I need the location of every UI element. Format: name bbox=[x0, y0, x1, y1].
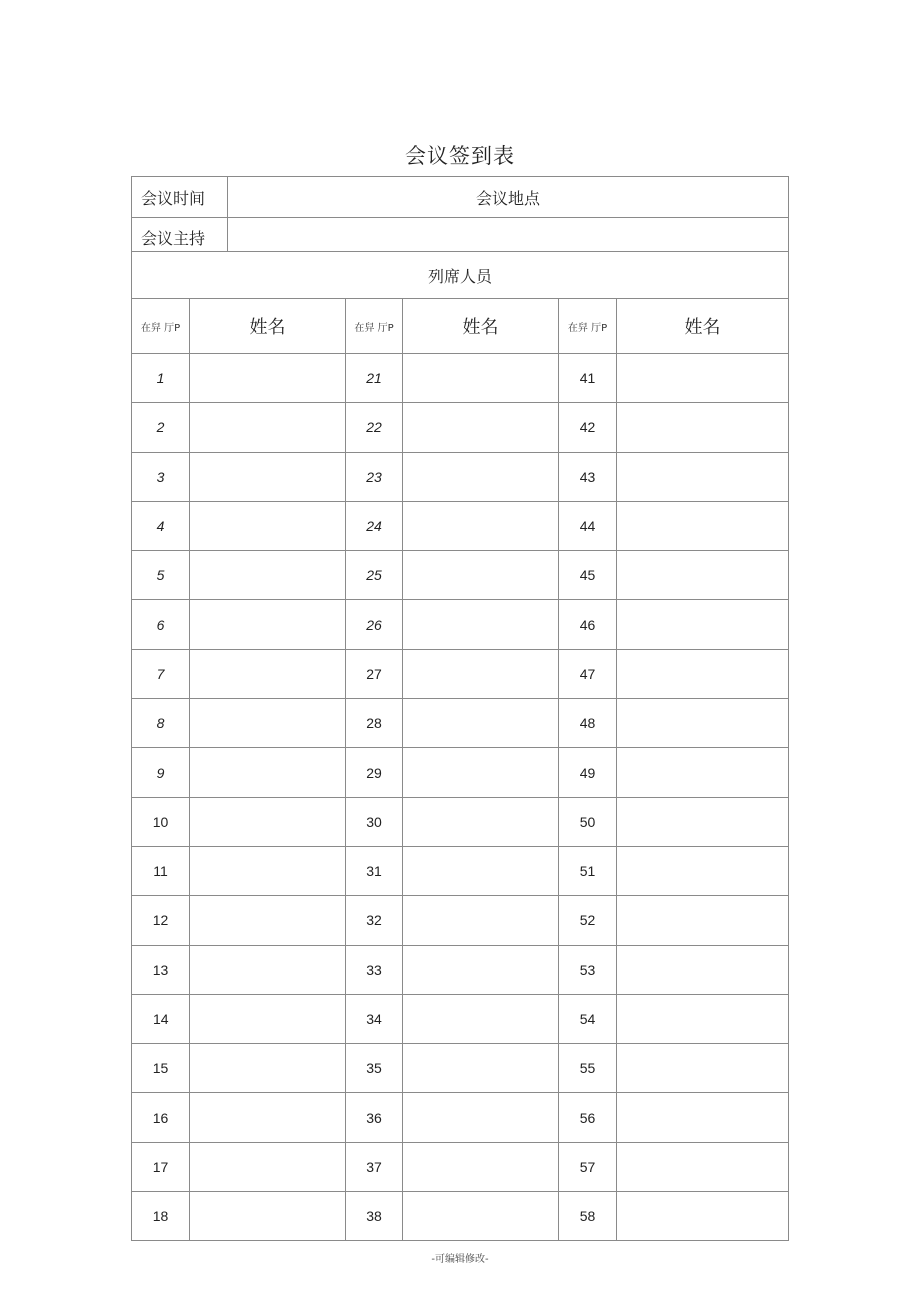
meeting-time-row bbox=[132, 177, 789, 218]
seq-number: 15 bbox=[132, 1044, 190, 1093]
table-row bbox=[132, 896, 789, 945]
name-field[interactable] bbox=[190, 846, 346, 895]
name-field[interactable] bbox=[190, 1142, 346, 1191]
table-row bbox=[132, 994, 789, 1043]
seq-number: 48 bbox=[559, 699, 617, 748]
name-field[interactable] bbox=[190, 1093, 346, 1142]
name-field[interactable] bbox=[617, 945, 789, 994]
seq-number: 18 bbox=[132, 1192, 190, 1241]
name-field[interactable] bbox=[403, 452, 559, 501]
seq-number: 9 bbox=[132, 748, 190, 797]
seq-number: 56 bbox=[559, 1093, 617, 1142]
seq-number: 54 bbox=[559, 994, 617, 1043]
seq-number: 25 bbox=[346, 551, 403, 600]
seq-number: 29 bbox=[346, 748, 403, 797]
seq-number: 6 bbox=[132, 600, 190, 649]
name-header: 姓名 bbox=[617, 299, 789, 354]
name-field[interactable] bbox=[190, 699, 346, 748]
name-field[interactable] bbox=[617, 846, 789, 895]
name-field[interactable] bbox=[190, 1044, 346, 1093]
name-field[interactable] bbox=[403, 896, 559, 945]
seq-number: 46 bbox=[559, 600, 617, 649]
name-field[interactable] bbox=[190, 501, 346, 550]
seq-header: 在舁 厅P bbox=[346, 299, 403, 354]
seq-number: 23 bbox=[346, 452, 403, 501]
seq-number: 12 bbox=[132, 896, 190, 945]
name-field[interactable] bbox=[403, 797, 559, 846]
name-field[interactable] bbox=[617, 1192, 789, 1241]
seq-number: 50 bbox=[559, 797, 617, 846]
meeting-host-field[interactable] bbox=[228, 218, 789, 252]
seq-number: 1 bbox=[132, 354, 190, 403]
footer-note: -可编辑修改- bbox=[431, 1254, 489, 1265]
seq-number: 35 bbox=[346, 1044, 403, 1093]
seq-number: 2 bbox=[132, 403, 190, 452]
seq-number: 58 bbox=[559, 1192, 617, 1241]
name-field[interactable] bbox=[403, 1142, 559, 1191]
meeting-host-label: 会议主持 bbox=[132, 218, 228, 252]
table-row bbox=[132, 945, 789, 994]
table-row bbox=[132, 797, 789, 846]
seq-number: 11 bbox=[132, 846, 190, 895]
name-field[interactable] bbox=[190, 403, 346, 452]
name-field[interactable] bbox=[403, 403, 559, 452]
table-row bbox=[132, 600, 789, 649]
table-row bbox=[132, 551, 789, 600]
name-field[interactable] bbox=[190, 748, 346, 797]
name-field[interactable] bbox=[617, 600, 789, 649]
name-field[interactable] bbox=[190, 994, 346, 1043]
seq-number: 32 bbox=[346, 896, 403, 945]
name-field[interactable] bbox=[403, 501, 559, 550]
seq-number: 51 bbox=[559, 846, 617, 895]
seq-number: 42 bbox=[559, 403, 617, 452]
name-field[interactable] bbox=[190, 896, 346, 945]
table-row bbox=[132, 501, 789, 550]
seq-number: 34 bbox=[346, 994, 403, 1043]
seq-number: 53 bbox=[559, 945, 617, 994]
seq-number: 22 bbox=[346, 403, 403, 452]
seq-number: 45 bbox=[559, 551, 617, 600]
name-field[interactable] bbox=[190, 354, 346, 403]
attendees-row bbox=[132, 252, 789, 299]
seq-number: 55 bbox=[559, 1044, 617, 1093]
column-header-row bbox=[132, 299, 789, 354]
seq-number: 43 bbox=[559, 452, 617, 501]
table-row bbox=[132, 1044, 789, 1093]
name-field[interactable] bbox=[403, 1093, 559, 1142]
name-field[interactable] bbox=[403, 1044, 559, 1093]
seq-header: 在舁 厅P bbox=[559, 299, 617, 354]
table-row bbox=[132, 452, 789, 501]
seq-number: 27 bbox=[346, 649, 403, 698]
seq-number: 16 bbox=[132, 1093, 190, 1142]
table-row bbox=[132, 1093, 789, 1142]
table-row bbox=[132, 846, 789, 895]
table-row bbox=[132, 403, 789, 452]
seq-number: 44 bbox=[559, 501, 617, 550]
seq-number: 21 bbox=[346, 354, 403, 403]
name-field[interactable] bbox=[190, 797, 346, 846]
seq-number: 3 bbox=[132, 452, 190, 501]
seq-number: 49 bbox=[559, 748, 617, 797]
table-row bbox=[132, 699, 789, 748]
name-field[interactable] bbox=[617, 1093, 789, 1142]
seq-number: 14 bbox=[132, 994, 190, 1043]
name-field[interactable] bbox=[617, 403, 789, 452]
seq-number: 10 bbox=[132, 797, 190, 846]
seq-number: 47 bbox=[559, 649, 617, 698]
name-field[interactable] bbox=[617, 994, 789, 1043]
attendees-label: 列席人员 bbox=[132, 252, 789, 299]
seq-number: 30 bbox=[346, 797, 403, 846]
name-field[interactable] bbox=[617, 699, 789, 748]
seq-number: 37 bbox=[346, 1142, 403, 1191]
name-field[interactable] bbox=[403, 699, 559, 748]
name-field[interactable] bbox=[617, 354, 789, 403]
seq-number: 5 bbox=[132, 551, 190, 600]
name-field[interactable] bbox=[403, 1192, 559, 1241]
name-field[interactable] bbox=[403, 354, 559, 403]
name-field[interactable] bbox=[403, 846, 559, 895]
seq-number: 24 bbox=[346, 501, 403, 550]
name-field[interactable] bbox=[403, 748, 559, 797]
name-field[interactable] bbox=[617, 1142, 789, 1191]
name-field[interactable] bbox=[617, 452, 789, 501]
name-field[interactable] bbox=[617, 896, 789, 945]
name-field[interactable] bbox=[617, 551, 789, 600]
name-field[interactable] bbox=[190, 1192, 346, 1241]
name-field[interactable] bbox=[190, 551, 346, 600]
seq-number: 36 bbox=[346, 1093, 403, 1142]
seq-number: 13 bbox=[132, 945, 190, 994]
seq-number: 7 bbox=[132, 649, 190, 698]
name-field[interactable] bbox=[190, 945, 346, 994]
meeting-host-row bbox=[132, 218, 789, 252]
name-field[interactable] bbox=[190, 452, 346, 501]
seq-number: 17 bbox=[132, 1142, 190, 1191]
name-field[interactable] bbox=[617, 748, 789, 797]
name-field[interactable] bbox=[403, 994, 559, 1043]
meeting-place-label: 会议地点 bbox=[228, 177, 789, 218]
seq-number: 4 bbox=[132, 501, 190, 550]
seq-number: 52 bbox=[559, 896, 617, 945]
name-field[interactable] bbox=[403, 551, 559, 600]
seq-header: 在舁 厅P bbox=[132, 299, 190, 354]
name-field[interactable] bbox=[617, 501, 789, 550]
table-row bbox=[132, 354, 789, 403]
table-row bbox=[132, 649, 789, 698]
name-field[interactable] bbox=[617, 797, 789, 846]
seq-number: 38 bbox=[346, 1192, 403, 1241]
meeting-time-label: 会议时间 bbox=[132, 177, 228, 218]
seq-number: 28 bbox=[346, 699, 403, 748]
name-field[interactable] bbox=[403, 945, 559, 994]
name-field[interactable] bbox=[190, 600, 346, 649]
page-title: 会议签到表 bbox=[405, 144, 515, 168]
seq-number: 31 bbox=[346, 846, 403, 895]
seq-number: 57 bbox=[559, 1142, 617, 1191]
seq-number: 8 bbox=[132, 699, 190, 748]
seq-number: 26 bbox=[346, 600, 403, 649]
table-row bbox=[132, 1192, 789, 1241]
table-row bbox=[132, 748, 789, 797]
seq-number: 33 bbox=[346, 945, 403, 994]
name-field[interactable] bbox=[617, 1044, 789, 1093]
name-field[interactable] bbox=[403, 649, 559, 698]
name-header: 姓名 bbox=[190, 299, 346, 354]
name-field[interactable] bbox=[403, 600, 559, 649]
name-field[interactable] bbox=[190, 649, 346, 698]
table-row bbox=[132, 1142, 789, 1191]
name-field[interactable] bbox=[617, 649, 789, 698]
sign-in-table bbox=[131, 176, 789, 1241]
seq-number: 41 bbox=[559, 354, 617, 403]
name-header: 姓名 bbox=[403, 299, 559, 354]
